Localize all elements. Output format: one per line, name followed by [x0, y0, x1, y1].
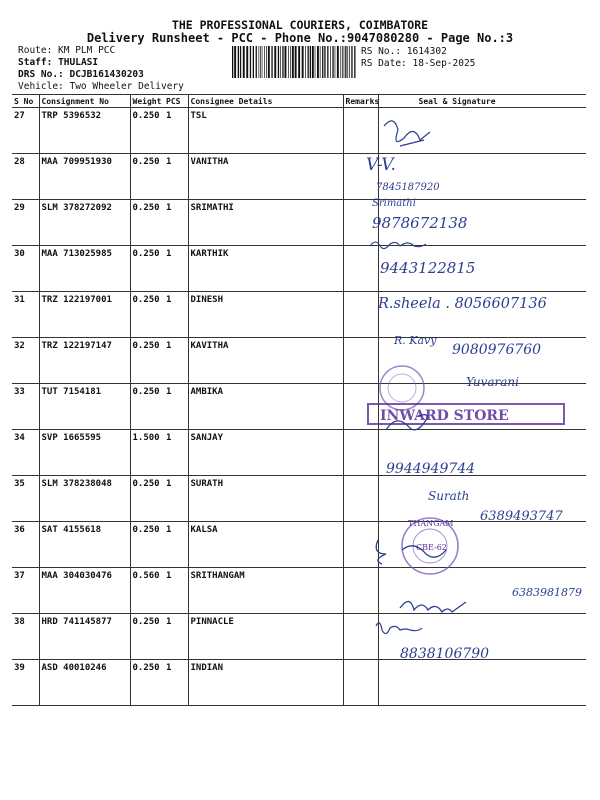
cell-consignee: VANITHA	[188, 154, 343, 200]
signature-36-number: 6389493747	[480, 509, 563, 524]
cell-consignee: KALSA	[188, 522, 343, 568]
cell-weight: 0.250	[130, 338, 164, 384]
cell-weight: 0.250	[130, 614, 164, 660]
table-row	[12, 384, 586, 430]
cell-pcs: 1	[164, 476, 188, 522]
cell-remarks	[343, 568, 378, 614]
col-remarks: Remarks	[343, 95, 378, 108]
col-consignment: Consignment No	[39, 95, 130, 108]
cell-consignee: KARTHIK	[188, 246, 343, 292]
table-row	[12, 522, 586, 568]
route-text: Route: KM PLM PCC	[18, 45, 116, 56]
cell-pcs: 1	[164, 108, 188, 154]
barcode-bar	[243, 46, 245, 78]
cell-pcs: 1	[164, 568, 188, 614]
stamp-37-top: THANGAM	[408, 519, 454, 528]
signature-33: Yuvarani	[466, 375, 519, 389]
cell-seal	[378, 384, 586, 430]
barcode-bar	[266, 46, 267, 78]
cell-weight: 0.250	[130, 384, 164, 430]
cell-sno: 30	[12, 246, 39, 292]
company-title: THE PROFESSIONAL COURIERS, COIMBATORE	[171, 18, 429, 32]
table-header-row	[12, 95, 586, 108]
col-sno: S No	[12, 95, 39, 108]
barcode-bar	[340, 46, 341, 78]
barcode-bar	[337, 46, 339, 78]
cell-seal	[378, 246, 586, 292]
staff-label: Staff:	[18, 57, 53, 68]
signature-38-number: 6383981879	[512, 586, 582, 599]
cell-consignee: AMBIKA	[188, 384, 343, 430]
cell-seal	[378, 200, 586, 246]
runsheet-subtitle: Delivery Runsheet - PCC - Phone No.:9047080280 - Page No.:3	[86, 31, 514, 45]
cell-pcs: 1	[164, 614, 188, 660]
signature-39-number: 8838106790	[400, 646, 490, 662]
drs-line	[18, 69, 144, 81]
cell-sno: 33	[12, 384, 39, 430]
cell-remarks	[343, 660, 378, 706]
cell-remarks	[343, 614, 378, 660]
barcode-bar	[290, 46, 291, 78]
staff-line	[18, 57, 98, 69]
table-row	[12, 246, 586, 292]
cell-seal	[378, 476, 586, 522]
barcode-bar	[335, 46, 336, 78]
cell-consignee: TSL	[188, 108, 343, 154]
cell-weight: 1.500	[130, 430, 164, 476]
signature-28: V-V.	[366, 155, 396, 175]
signature-29-name: Srimathi	[372, 198, 416, 209]
col-consignee: Consignee Details	[188, 95, 343, 108]
cell-seal	[378, 430, 586, 476]
cell-seal	[378, 338, 586, 384]
barcode-bar	[351, 46, 352, 78]
cell-consignment: MAA 709951930	[39, 154, 130, 200]
table-row	[12, 338, 586, 384]
cell-weight: 0.250	[130, 522, 164, 568]
cell-consignee: PINNACLE	[188, 614, 343, 660]
cell-weight: 0.560	[130, 568, 164, 614]
barcode-bar	[256, 46, 257, 78]
cell-consignee: DINESH	[188, 292, 343, 338]
cell-weight: 0.250	[130, 292, 164, 338]
barcode-bar	[260, 46, 261, 78]
cell-weight: 0.250	[130, 154, 164, 200]
cell-pcs: 1	[164, 200, 188, 246]
cell-consignment: SAT 4155618	[39, 522, 130, 568]
table-row	[12, 476, 586, 522]
cell-consignment: TRZ 122197001	[39, 292, 130, 338]
cell-pcs: 1	[164, 154, 188, 200]
barcode-bar	[292, 46, 294, 78]
col-pcs: PCS	[164, 95, 188, 108]
barcode-bar	[317, 46, 319, 78]
table-row	[12, 154, 586, 200]
barcode-bar	[302, 46, 304, 78]
barcode-bar	[282, 46, 283, 78]
cell-sno: 27	[12, 108, 39, 154]
cell-remarks	[343, 108, 378, 154]
cell-consignment: HRD 741145877	[39, 614, 130, 660]
barcode-bar	[305, 46, 306, 78]
cell-pcs: 1	[164, 292, 188, 338]
table-row	[12, 292, 586, 338]
barcode-bar	[354, 46, 355, 78]
barcode-bar	[295, 46, 297, 78]
table-row	[12, 108, 586, 154]
cell-consignee: SURATH	[188, 476, 343, 522]
cell-consignee: SANJAY	[188, 430, 343, 476]
col-weight: Weight	[130, 95, 164, 108]
barcode-bar	[310, 46, 311, 78]
cell-seal	[378, 108, 586, 154]
signature-35: 9944949744	[386, 461, 476, 477]
barcode-bar	[342, 46, 343, 78]
cell-consignee: SRIMATHI	[188, 200, 343, 246]
barcode-bar	[315, 46, 316, 78]
barcode-bar	[234, 46, 236, 78]
drs-value: DCJB161430203	[69, 69, 144, 80]
col-seal: Seal & Signature	[378, 95, 586, 108]
cell-remarks	[343, 384, 378, 430]
table-row	[12, 568, 586, 614]
cell-consignment: TRP 5396532	[39, 108, 130, 154]
cell-sno: 32	[12, 338, 39, 384]
cell-consignee: INDIAN	[188, 660, 343, 706]
rs-date: RS Date: 18-Sep-2025	[361, 58, 476, 69]
vehicle-text: Vehicle: Two Wheeler Delivery	[18, 81, 184, 92]
rs-number: RS No.: 1614302	[361, 46, 447, 57]
barcode-bar	[312, 46, 314, 78]
cell-weight: 0.250	[130, 660, 164, 706]
stamp-37-mid: CBE-62	[416, 543, 447, 552]
cell-consignment: TUT 7154181	[39, 384, 130, 430]
barcode-bar	[246, 46, 248, 78]
drs-label: DRS No.:	[18, 69, 64, 80]
barcode-bar	[327, 46, 328, 78]
cell-seal	[378, 522, 586, 568]
cell-weight: 0.250	[130, 246, 164, 292]
barcode-bar	[271, 46, 272, 78]
cell-seal	[378, 568, 586, 614]
cell-remarks	[343, 338, 378, 384]
cell-pcs: 1	[164, 660, 188, 706]
signature-29-number: 9878672138	[372, 214, 468, 232]
table-row	[12, 430, 586, 476]
cell-sno: 37	[12, 568, 39, 614]
barcode-bar	[280, 46, 281, 78]
cell-seal	[378, 292, 586, 338]
barcode-bar	[347, 46, 348, 78]
barcode-bar	[324, 46, 325, 78]
cell-sno: 34	[12, 430, 39, 476]
cell-sno: 35	[12, 476, 39, 522]
stamp-34: INWARD STORE	[380, 408, 509, 424]
barcode-bar	[288, 46, 289, 78]
barcode-bar	[322, 46, 323, 78]
cell-remarks	[343, 476, 378, 522]
cell-pcs: 1	[164, 522, 188, 568]
cell-pcs: 1	[164, 384, 188, 430]
cell-remarks	[343, 154, 378, 200]
cell-sno: 36	[12, 522, 39, 568]
signature-31: R.sheela . 8056607136	[378, 296, 547, 312]
cell-consignment: SLM 378272092	[39, 200, 130, 246]
barcode-bar	[308, 46, 309, 78]
signature-30-number: 9443122815	[380, 259, 476, 277]
barcode-bar	[344, 46, 345, 78]
cell-consignee: KAVITHA	[188, 338, 343, 384]
barcode-bar	[298, 46, 300, 78]
barcode-bar	[349, 46, 350, 78]
cell-remarks	[343, 430, 378, 476]
staff-value: THULASI	[58, 57, 99, 68]
barcode-bar	[240, 46, 241, 78]
cell-consignment: TRZ 122197147	[39, 338, 130, 384]
cell-remarks	[343, 200, 378, 246]
cell-pcs: 1	[164, 338, 188, 384]
barcode-bar	[274, 46, 276, 78]
cell-seal	[378, 614, 586, 660]
cell-sno: 29	[12, 200, 39, 246]
runsheet-table	[12, 94, 586, 706]
barcode-bar	[262, 46, 263, 78]
cell-sno: 38	[12, 614, 39, 660]
cell-weight: 0.250	[130, 200, 164, 246]
table-row	[12, 200, 586, 246]
signature-32-name: R. Kavy	[394, 334, 437, 347]
cell-remarks	[343, 522, 378, 568]
table-row	[12, 614, 586, 660]
barcode-bar	[250, 46, 251, 78]
barcode-bar	[285, 46, 287, 78]
cell-seal	[378, 660, 586, 706]
cell-consignment: ASD 40010246	[39, 660, 130, 706]
cell-consignment: SLM 378238048	[39, 476, 130, 522]
table-row	[12, 660, 586, 706]
barcode-bar	[268, 46, 270, 78]
cell-consignment: SVP 1665595	[39, 430, 130, 476]
cell-consignment: MAA 304030476	[39, 568, 130, 614]
barcode-bar	[345, 46, 346, 78]
barcode-bar	[253, 46, 254, 78]
cell-consignee: SRITHANGAM	[188, 568, 343, 614]
cell-pcs: 1	[164, 430, 188, 476]
cell-sno: 28	[12, 154, 39, 200]
cell-sno: 31	[12, 292, 39, 338]
cell-weight: 0.250	[130, 108, 164, 154]
barcode-bar	[278, 46, 279, 78]
cell-consignment: MAA 713025985	[39, 246, 130, 292]
signature-32-number: 9080976760	[452, 342, 542, 358]
barcode-bar	[332, 46, 333, 78]
signature-28-number: 7845187920	[376, 182, 440, 193]
barcode-bar	[238, 46, 239, 78]
barcode-image	[231, 46, 357, 78]
cell-weight: 0.250	[130, 476, 164, 522]
barcode-bar	[330, 46, 331, 78]
barcode-bar	[259, 46, 260, 78]
cell-seal	[378, 154, 586, 200]
cell-pcs: 1	[164, 246, 188, 292]
cell-sno: 39	[12, 660, 39, 706]
barcode-bar	[232, 46, 233, 78]
barcode-bar	[320, 46, 321, 78]
cell-remarks	[343, 246, 378, 292]
signature-36-name: Surath	[428, 489, 470, 503]
cell-remarks	[343, 292, 378, 338]
barcode-bar	[264, 46, 265, 78]
